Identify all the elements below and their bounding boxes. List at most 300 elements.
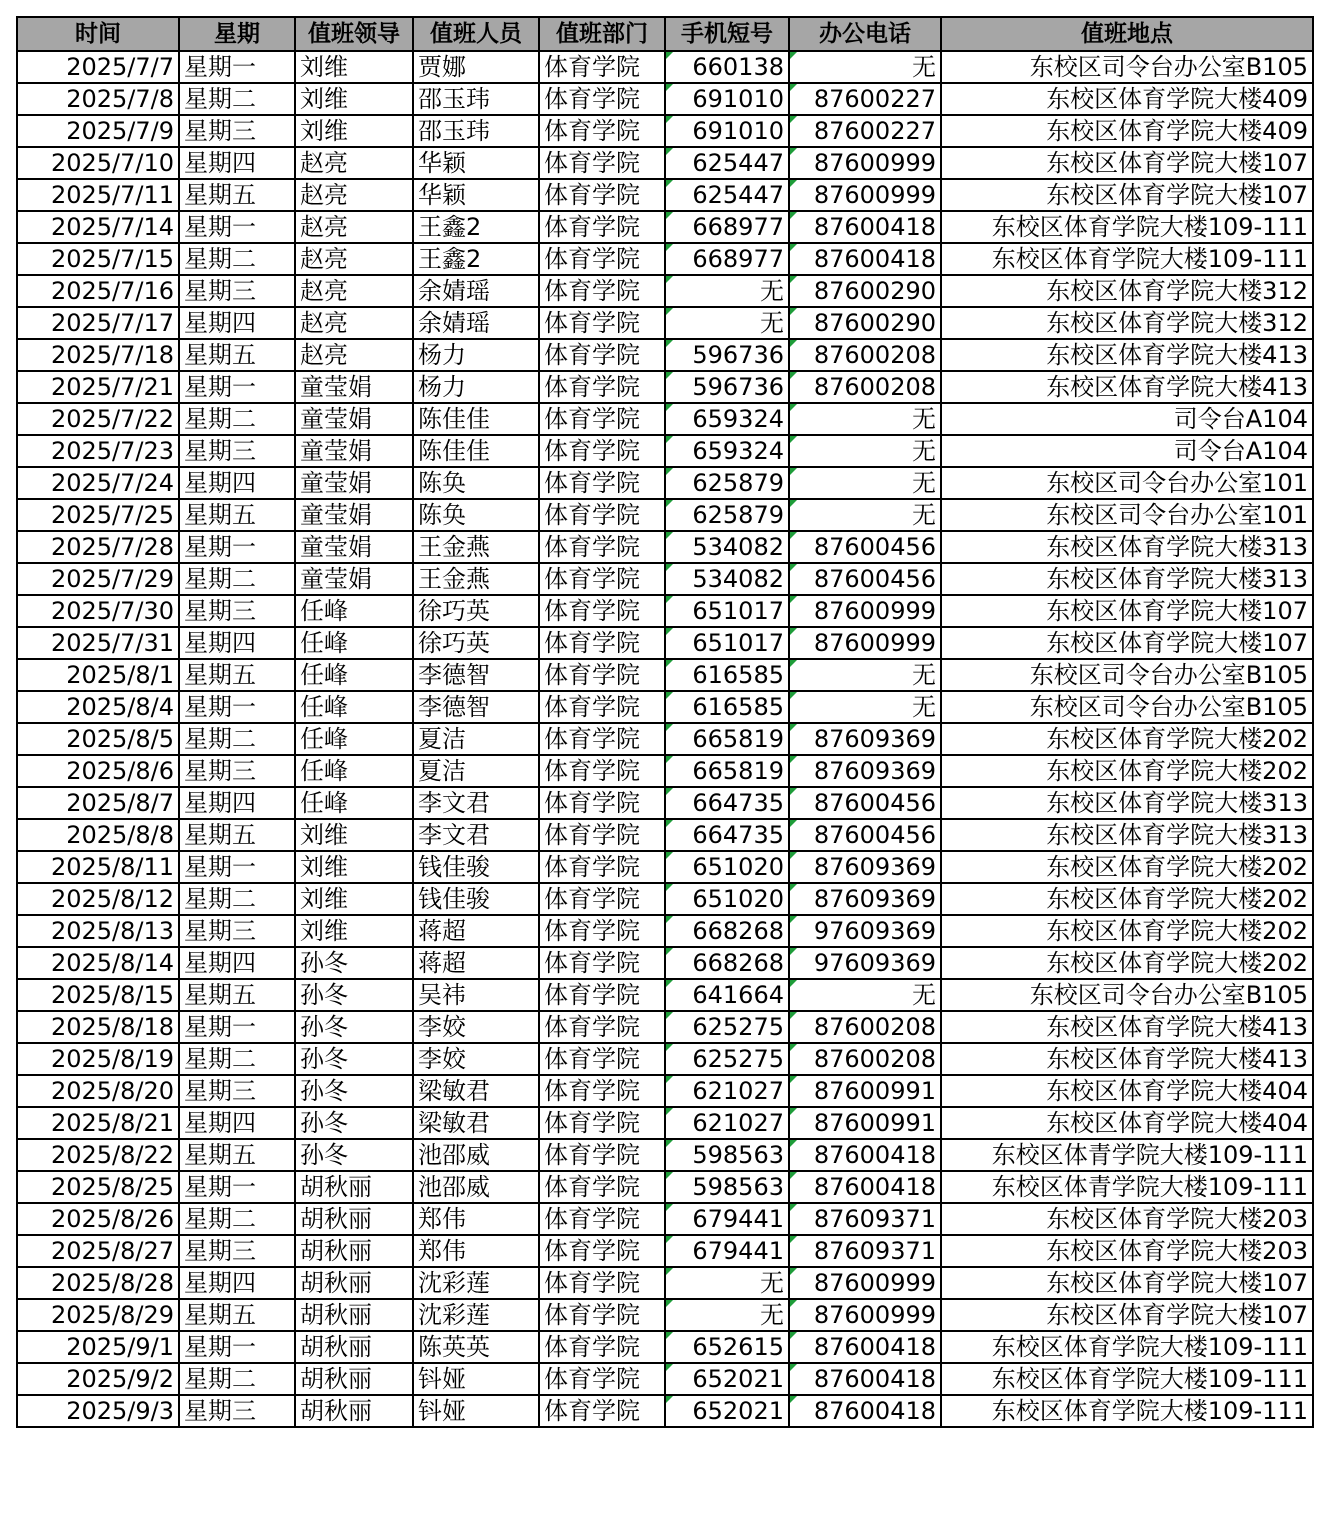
- cell-weekday: 星期二: [179, 83, 295, 115]
- table-row: [17, 595, 1313, 627]
- cell-weekday: 星期一: [179, 51, 295, 83]
- cell-staff: 李德智: [413, 691, 539, 723]
- cell-weekday: 星期五: [179, 979, 295, 1011]
- cell-leader: 任峰: [295, 595, 413, 627]
- cell-department: 体育学院: [539, 755, 665, 787]
- cell-leader: 童莹娟: [295, 531, 413, 563]
- cell-mobile-short: 625879: [665, 499, 789, 531]
- cell-leader: 赵亮: [295, 275, 413, 307]
- cell-date: 2025/9/3: [17, 1395, 179, 1427]
- cell-staff: 梁敏君: [413, 1107, 539, 1139]
- cell-location: 东校区体青学院大楼109-111: [941, 1171, 1313, 1203]
- cell-department: 体育学院: [539, 851, 665, 883]
- cell-department: 体育学院: [539, 435, 665, 467]
- cell-mobile-short: 625275: [665, 1011, 789, 1043]
- cell-mobile-short: 668268: [665, 915, 789, 947]
- cell-department: 体育学院: [539, 371, 665, 403]
- cell-leader: 童莹娟: [295, 467, 413, 499]
- cell-department: 体育学院: [539, 1011, 665, 1043]
- cell-leader: 赵亮: [295, 147, 413, 179]
- table-row: [17, 755, 1313, 787]
- header-staff: 值班人员: [413, 17, 539, 51]
- table-row: [17, 83, 1313, 115]
- cell-mobile-short: 651020: [665, 851, 789, 883]
- cell-location: 东校区体育学院大楼107: [941, 1267, 1313, 1299]
- table-row: [17, 1203, 1313, 1235]
- cell-leader: 童莹娟: [295, 563, 413, 595]
- cell-staff: 郑伟: [413, 1203, 539, 1235]
- cell-mobile-short: 651017: [665, 627, 789, 659]
- cell-mobile-short: 659324: [665, 435, 789, 467]
- cell-date: 2025/7/18: [17, 339, 179, 371]
- cell-weekday: 星期四: [179, 147, 295, 179]
- cell-staff: 李文君: [413, 787, 539, 819]
- cell-mobile-short: 668977: [665, 243, 789, 275]
- cell-leader: 孙冬: [295, 979, 413, 1011]
- cell-staff: 钭娅: [413, 1363, 539, 1395]
- cell-weekday: 星期二: [179, 403, 295, 435]
- cell-mobile-short: 598563: [665, 1171, 789, 1203]
- table-row: [17, 883, 1313, 915]
- cell-date: 2025/8/25: [17, 1171, 179, 1203]
- cell-location: 东校区司令台办公室101: [941, 499, 1313, 531]
- cell-department: 体育学院: [539, 275, 665, 307]
- cell-date: 2025/9/1: [17, 1331, 179, 1363]
- cell-mobile-short: 534082: [665, 563, 789, 595]
- table-row: [17, 979, 1313, 1011]
- cell-date: 2025/7/24: [17, 467, 179, 499]
- cell-mobile-short: 无: [665, 1299, 789, 1331]
- cell-department: 体育学院: [539, 211, 665, 243]
- cell-date: 2025/8/18: [17, 1011, 179, 1043]
- cell-location: 东校区体育学院大楼413: [941, 371, 1313, 403]
- cell-date: 2025/7/21: [17, 371, 179, 403]
- cell-location: 东校区体育学院大楼203: [941, 1235, 1313, 1267]
- cell-staff: 钱佳骏: [413, 883, 539, 915]
- cell-department: 体育学院: [539, 1139, 665, 1171]
- cell-office-phone: 87600418: [789, 1331, 941, 1363]
- cell-department: 体育学院: [539, 787, 665, 819]
- cell-leader: 赵亮: [295, 307, 413, 339]
- cell-weekday: 星期一: [179, 851, 295, 883]
- cell-leader: 胡秋丽: [295, 1267, 413, 1299]
- cell-office-phone: 87600290: [789, 275, 941, 307]
- cell-location: 东校区体育学院大楼202: [941, 723, 1313, 755]
- table-row: [17, 1043, 1313, 1075]
- cell-location: 东校区体育学院大楼107: [941, 179, 1313, 211]
- cell-mobile-short: 691010: [665, 115, 789, 147]
- cell-weekday: 星期一: [179, 1011, 295, 1043]
- cell-staff: 邵玉玮: [413, 115, 539, 147]
- cell-mobile-short: 691010: [665, 83, 789, 115]
- cell-location: 东校区司令台办公室B105: [941, 51, 1313, 83]
- cell-staff: 王金燕: [413, 531, 539, 563]
- cell-leader: 孙冬: [295, 1075, 413, 1107]
- cell-leader: 刘维: [295, 851, 413, 883]
- cell-weekday: 星期三: [179, 435, 295, 467]
- cell-leader: 任峰: [295, 723, 413, 755]
- cell-office-phone: 87600999: [789, 1299, 941, 1331]
- cell-department: 体育学院: [539, 1107, 665, 1139]
- cell-mobile-short: 664735: [665, 787, 789, 819]
- cell-leader: 刘维: [295, 51, 413, 83]
- cell-date: 2025/8/1: [17, 659, 179, 691]
- cell-office-phone: 87600208: [789, 371, 941, 403]
- cell-weekday: 星期五: [179, 499, 295, 531]
- cell-department: 体育学院: [539, 915, 665, 947]
- cell-department: 体育学院: [539, 83, 665, 115]
- cell-leader: 胡秋丽: [295, 1395, 413, 1427]
- cell-date: 2025/7/15: [17, 243, 179, 275]
- table-row: [17, 1235, 1313, 1267]
- cell-location: 司令台A104: [941, 435, 1313, 467]
- cell-department: 体育学院: [539, 1395, 665, 1427]
- cell-office-phone: 无: [789, 659, 941, 691]
- cell-mobile-short: 651020: [665, 883, 789, 915]
- cell-staff: 池邵威: [413, 1171, 539, 1203]
- cell-weekday: 星期三: [179, 595, 295, 627]
- cell-staff: 吴祎: [413, 979, 539, 1011]
- cell-date: 2025/7/22: [17, 403, 179, 435]
- cell-date: 2025/7/16: [17, 275, 179, 307]
- cell-office-phone: 87600456: [789, 531, 941, 563]
- cell-department: 体育学院: [539, 115, 665, 147]
- table-row: [17, 211, 1313, 243]
- table-row: [17, 1299, 1313, 1331]
- cell-leader: 童莹娟: [295, 499, 413, 531]
- cell-date: 2025/8/12: [17, 883, 179, 915]
- cell-office-phone: 87609371: [789, 1203, 941, 1235]
- cell-department: 体育学院: [539, 979, 665, 1011]
- cell-weekday: 星期三: [179, 755, 295, 787]
- cell-location: 东校区体育学院大楼404: [941, 1075, 1313, 1107]
- cell-weekday: 星期五: [179, 1299, 295, 1331]
- cell-weekday: 星期三: [179, 1075, 295, 1107]
- cell-department: 体育学院: [539, 1203, 665, 1235]
- cell-weekday: 星期三: [179, 115, 295, 147]
- cell-weekday: 星期五: [179, 339, 295, 371]
- cell-department: 体育学院: [539, 179, 665, 211]
- cell-office-phone: 87609371: [789, 1235, 941, 1267]
- table-row: [17, 51, 1313, 83]
- cell-date: 2025/7/14: [17, 211, 179, 243]
- cell-location: 东校区体育学院大楼312: [941, 307, 1313, 339]
- cell-office-phone: 87600999: [789, 1267, 941, 1299]
- cell-location: 东校区体育学院大楼413: [941, 339, 1313, 371]
- header-leader: 值班领导: [295, 17, 413, 51]
- cell-location: 东校区体育学院大楼203: [941, 1203, 1313, 1235]
- cell-weekday: 星期二: [179, 1043, 295, 1075]
- cell-staff: 李文君: [413, 819, 539, 851]
- cell-date: 2025/8/8: [17, 819, 179, 851]
- cell-weekday: 星期三: [179, 275, 295, 307]
- cell-leader: 任峰: [295, 755, 413, 787]
- cell-date: 2025/8/20: [17, 1075, 179, 1107]
- table-row: [17, 627, 1313, 659]
- cell-mobile-short: 616585: [665, 659, 789, 691]
- cell-department: 体育学院: [539, 243, 665, 275]
- cell-leader: 孙冬: [295, 1107, 413, 1139]
- table-body: [17, 51, 1313, 1427]
- cell-staff: 王鑫2: [413, 243, 539, 275]
- cell-department: 体育学院: [539, 563, 665, 595]
- cell-office-phone: 无: [789, 499, 941, 531]
- cell-leader: 胡秋丽: [295, 1331, 413, 1363]
- table-row: [17, 659, 1313, 691]
- cell-location: 东校区体育学院大楼313: [941, 787, 1313, 819]
- cell-mobile-short: 621027: [665, 1075, 789, 1107]
- cell-staff: 陈奂: [413, 467, 539, 499]
- cell-department: 体育学院: [539, 1331, 665, 1363]
- header-date: 时间: [17, 17, 179, 51]
- cell-leader: 孙冬: [295, 1139, 413, 1171]
- cell-staff: 余婧瑶: [413, 275, 539, 307]
- cell-date: 2025/8/7: [17, 787, 179, 819]
- cell-location: 东校区司令台办公室B105: [941, 659, 1313, 691]
- cell-date: 2025/8/27: [17, 1235, 179, 1267]
- cell-office-phone: 87600999: [789, 147, 941, 179]
- cell-department: 体育学院: [539, 307, 665, 339]
- cell-staff: 华颖: [413, 179, 539, 211]
- table-row: [17, 1395, 1313, 1427]
- cell-date: 2025/8/15: [17, 979, 179, 1011]
- cell-location: 东校区体育学院大楼109-111: [941, 1395, 1313, 1427]
- table-row: [17, 1107, 1313, 1139]
- cell-location: 东校区体育学院大楼107: [941, 147, 1313, 179]
- cell-date: 2025/8/13: [17, 915, 179, 947]
- table-row: [17, 563, 1313, 595]
- cell-department: 体育学院: [539, 147, 665, 179]
- cell-weekday: 星期五: [179, 1139, 295, 1171]
- cell-office-phone: 87609369: [789, 755, 941, 787]
- cell-weekday: 星期四: [179, 947, 295, 979]
- cell-location: 东校区体育学院大楼202: [941, 915, 1313, 947]
- cell-leader: 童莹娟: [295, 403, 413, 435]
- cell-mobile-short: 665819: [665, 755, 789, 787]
- cell-date: 2025/8/29: [17, 1299, 179, 1331]
- cell-mobile-short: 无: [665, 275, 789, 307]
- cell-location: 东校区体育学院大楼413: [941, 1011, 1313, 1043]
- table-row: [17, 1363, 1313, 1395]
- cell-date: 2025/7/8: [17, 83, 179, 115]
- cell-staff: 梁敏君: [413, 1075, 539, 1107]
- cell-date: 2025/7/7: [17, 51, 179, 83]
- cell-department: 体育学院: [539, 467, 665, 499]
- cell-leader: 童莹娟: [295, 371, 413, 403]
- cell-location: 东校区体育学院大楼404: [941, 1107, 1313, 1139]
- table-row: [17, 1075, 1313, 1107]
- cell-weekday: 星期四: [179, 467, 295, 499]
- table-row: [17, 307, 1313, 339]
- cell-office-phone: 87600208: [789, 1043, 941, 1075]
- table-row: [17, 179, 1313, 211]
- cell-weekday: 星期五: [179, 819, 295, 851]
- table-row: [17, 499, 1313, 531]
- cell-department: 体育学院: [539, 531, 665, 563]
- cell-staff: 陈佳佳: [413, 435, 539, 467]
- cell-staff: 贾娜: [413, 51, 539, 83]
- cell-department: 体育学院: [539, 1363, 665, 1395]
- cell-weekday: 星期三: [179, 1395, 295, 1427]
- cell-office-phone: 87600227: [789, 83, 941, 115]
- cell-office-phone: 无: [789, 51, 941, 83]
- cell-weekday: 星期四: [179, 1267, 295, 1299]
- duty-roster-table: [16, 16, 1314, 1428]
- cell-date: 2025/7/28: [17, 531, 179, 563]
- cell-weekday: 星期一: [179, 531, 295, 563]
- cell-date: 2025/7/17: [17, 307, 179, 339]
- cell-mobile-short: 668977: [665, 211, 789, 243]
- cell-staff: 陈奂: [413, 499, 539, 531]
- cell-staff: 沈彩莲: [413, 1299, 539, 1331]
- cell-mobile-short: 596736: [665, 339, 789, 371]
- cell-weekday: 星期五: [179, 179, 295, 211]
- table-row: [17, 1331, 1313, 1363]
- cell-department: 体育学院: [539, 51, 665, 83]
- cell-department: 体育学院: [539, 659, 665, 691]
- cell-office-phone: 87600418: [789, 1139, 941, 1171]
- cell-mobile-short: 651017: [665, 595, 789, 627]
- cell-office-phone: 87609369: [789, 883, 941, 915]
- cell-location: 东校区体青学院大楼109-111: [941, 1139, 1313, 1171]
- cell-mobile-short: 616585: [665, 691, 789, 723]
- cell-office-phone: 87600456: [789, 787, 941, 819]
- cell-date: 2025/8/26: [17, 1203, 179, 1235]
- cell-staff: 沈彩莲: [413, 1267, 539, 1299]
- cell-leader: 任峰: [295, 691, 413, 723]
- cell-mobile-short: 无: [665, 1267, 789, 1299]
- cell-date: 2025/7/29: [17, 563, 179, 595]
- cell-staff: 华颖: [413, 147, 539, 179]
- cell-mobile-short: 665819: [665, 723, 789, 755]
- cell-location: 东校区司令台办公室101: [941, 467, 1313, 499]
- cell-office-phone: 87600208: [789, 1011, 941, 1043]
- cell-date: 2025/8/6: [17, 755, 179, 787]
- cell-leader: 刘维: [295, 883, 413, 915]
- cell-mobile-short: 641664: [665, 979, 789, 1011]
- cell-leader: 刘维: [295, 115, 413, 147]
- cell-department: 体育学院: [539, 339, 665, 371]
- cell-mobile-short: 534082: [665, 531, 789, 563]
- cell-weekday: 星期二: [179, 1203, 295, 1235]
- cell-location: 东校区体育学院大楼202: [941, 851, 1313, 883]
- cell-mobile-short: 679441: [665, 1235, 789, 1267]
- table-row: [17, 691, 1313, 723]
- cell-location: 东校区体育学院大楼109-111: [941, 211, 1313, 243]
- cell-location: 司令台A104: [941, 403, 1313, 435]
- cell-leader: 任峰: [295, 659, 413, 691]
- cell-staff: 杨力: [413, 371, 539, 403]
- cell-department: 体育学院: [539, 1235, 665, 1267]
- cell-leader: 孙冬: [295, 1043, 413, 1075]
- cell-location: 东校区体育学院大楼312: [941, 275, 1313, 307]
- table-row: [17, 1139, 1313, 1171]
- cell-office-phone: 87609369: [789, 723, 941, 755]
- cell-office-phone: 87600991: [789, 1107, 941, 1139]
- cell-weekday: 星期二: [179, 243, 295, 275]
- cell-date: 2025/7/25: [17, 499, 179, 531]
- cell-weekday: 星期四: [179, 307, 295, 339]
- cell-leader: 孙冬: [295, 947, 413, 979]
- cell-staff: 王金燕: [413, 563, 539, 595]
- table-row: [17, 723, 1313, 755]
- table-row: [17, 275, 1313, 307]
- cell-leader: 赵亮: [295, 339, 413, 371]
- cell-location: 东校区体育学院大楼107: [941, 1299, 1313, 1331]
- cell-staff: 蒋超: [413, 915, 539, 947]
- cell-weekday: 星期一: [179, 691, 295, 723]
- cell-location: 东校区体育学院大楼202: [941, 755, 1313, 787]
- cell-staff: 余婧瑶: [413, 307, 539, 339]
- cell-location: 东校区体育学院大楼313: [941, 563, 1313, 595]
- cell-leader: 刘维: [295, 915, 413, 947]
- cell-date: 2025/8/11: [17, 851, 179, 883]
- cell-location: 东校区体育学院大楼107: [941, 595, 1313, 627]
- cell-office-phone: 87600999: [789, 595, 941, 627]
- cell-weekday: 星期三: [179, 915, 295, 947]
- cell-mobile-short: 598563: [665, 1139, 789, 1171]
- cell-leader: 童莹娟: [295, 435, 413, 467]
- cell-department: 体育学院: [539, 1267, 665, 1299]
- header-weekday: 星期: [179, 17, 295, 51]
- cell-weekday: 星期二: [179, 1363, 295, 1395]
- cell-mobile-short: 652021: [665, 1363, 789, 1395]
- cell-location: 东校区体育学院大楼409: [941, 83, 1313, 115]
- cell-location: 东校区体育学院大楼202: [941, 883, 1313, 915]
- table-row: [17, 115, 1313, 147]
- table-row: [17, 851, 1313, 883]
- header-mobile-short: 手机短号: [665, 17, 789, 51]
- cell-office-phone: 无: [789, 691, 941, 723]
- cell-weekday: 星期一: [179, 1171, 295, 1203]
- cell-office-phone: 87600227: [789, 115, 941, 147]
- cell-office-phone: 87600208: [789, 339, 941, 371]
- cell-mobile-short: 621027: [665, 1107, 789, 1139]
- cell-date: 2025/8/28: [17, 1267, 179, 1299]
- cell-leader: 赵亮: [295, 179, 413, 211]
- cell-date: 2025/8/21: [17, 1107, 179, 1139]
- cell-location: 东校区体育学院大楼109-111: [941, 1363, 1313, 1395]
- cell-leader: 刘维: [295, 819, 413, 851]
- table-row: [17, 1171, 1313, 1203]
- cell-leader: 胡秋丽: [295, 1363, 413, 1395]
- table-row: [17, 915, 1313, 947]
- cell-department: 体育学院: [539, 723, 665, 755]
- cell-date: 2025/7/30: [17, 595, 179, 627]
- table-row: [17, 371, 1313, 403]
- table-row: [17, 435, 1313, 467]
- cell-office-phone: 87609369: [789, 851, 941, 883]
- table-row: [17, 787, 1313, 819]
- cell-weekday: 星期二: [179, 883, 295, 915]
- cell-office-phone: 87600991: [789, 1075, 941, 1107]
- cell-date: 2025/8/22: [17, 1139, 179, 1171]
- cell-date: 2025/7/10: [17, 147, 179, 179]
- cell-date: 2025/8/5: [17, 723, 179, 755]
- cell-office-phone: 87600456: [789, 819, 941, 851]
- cell-office-phone: 97609369: [789, 915, 941, 947]
- cell-weekday: 星期二: [179, 723, 295, 755]
- cell-mobile-short: 625879: [665, 467, 789, 499]
- cell-location: 东校区司令台办公室B105: [941, 691, 1313, 723]
- cell-office-phone: 无: [789, 435, 941, 467]
- cell-department: 体育学院: [539, 595, 665, 627]
- cell-staff: 夏洁: [413, 723, 539, 755]
- header-location: 值班地点: [941, 17, 1313, 51]
- cell-office-phone: 87600290: [789, 307, 941, 339]
- cell-mobile-short: 652615: [665, 1331, 789, 1363]
- cell-weekday: 星期一: [179, 371, 295, 403]
